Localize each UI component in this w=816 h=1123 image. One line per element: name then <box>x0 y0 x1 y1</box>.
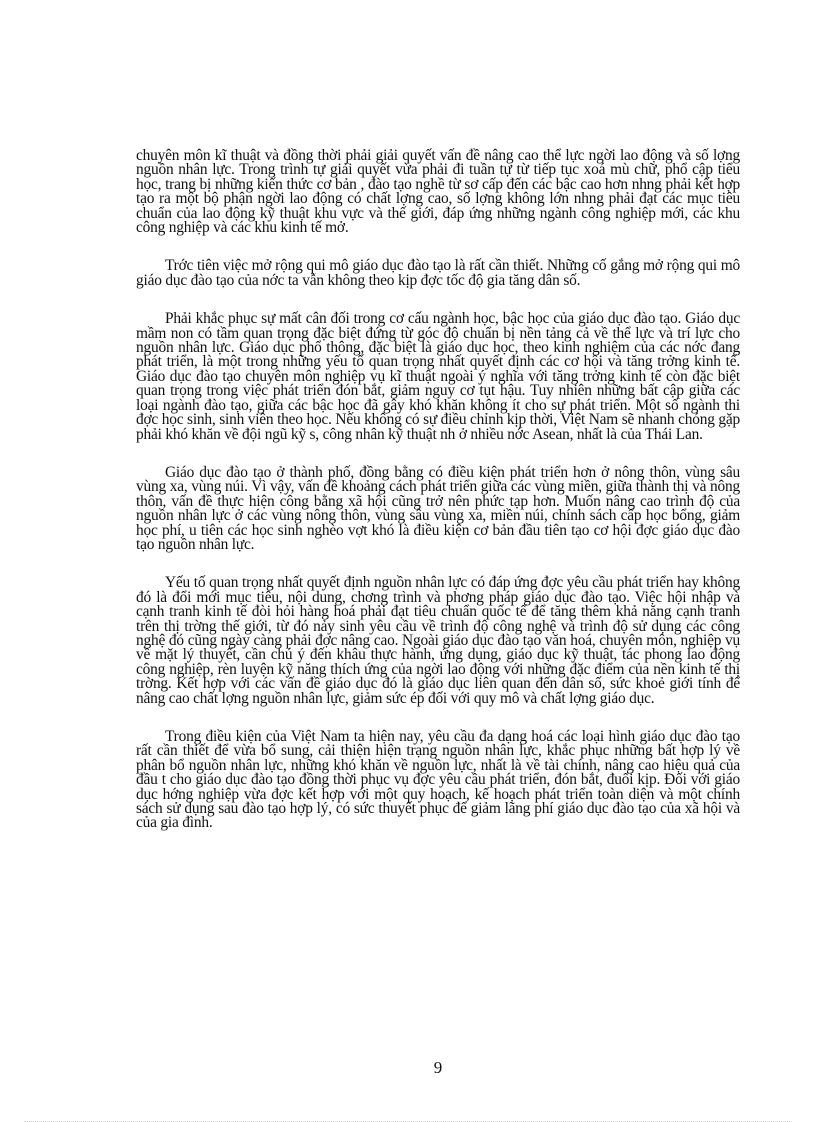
paragraph-2: Trớc tiên việc mở rộng qui mô giáo dục đào tạo là rất cần thiết. Những cố gắng mở rộng qui mô giáo dục đào tạo của nớc ta vẫn không theo kịp đợc tốc độ gia tăng dân số. <box>136 257 740 289</box>
paragraph-5: Yếu tố quan trọng nhất quyết định nguồn nhân lực có đáp ứng đợc yêu cầu phát triển hay không đó là đổi mới mục tiêu, nội dung, chơng trình và phơng pháp giáo dục đào tạo. Việc hội nhập và cạnh tranh kinh tế đòi hỏi hàng hoá phải đạt tiêu chuẩn quốc tế để tăng thêm khả năng cạnh tranh trên thị trờng thế giới, từ đó nảy sinh yêu cầu về trình độ công nghệ và trình độ sử dụng các công nghệ đó cũng ngày càng phải đợc nâng cao. Ngoài giáo dục đào tạo văn hoá, chuyên môn, nghiệp vụ về mặt lý thuyết, cần chú ý đến khâu thực hành, ứng dụng, giáo dục kỹ thuật, tác phong lao động công nghiệp, rèn luyện kỹ năng thích ứng của ngời lao động với những đặc điểm của nền kinh tế thị trờng. Kết hợp với các vấn đề giáo dục đó là giáo dục liên quan đến dân số, sức khoẻ giới tính để nâng cao chất lợng nguồn nhân lực, giảm sức ép đối với quy mô và chất lợng giáo dục. <box>136 574 740 707</box>
paragraph-3: Phải khắc phục sự mất cân đối trong cơ cấu ngành học, bậc học của giáo dục đào tạo. Giáo dục mầm non có tầm quan trọng đặc biệt đứng từ góc độ chuẩn bị nền tảng cả về thể lực và trí lực cho nguồn nhân lực. Giáo dục phổ thông, đặc biệt là giáo dục học, theo kinh nghiệm của các nớc đang phát triển, là một trong những yếu tố quan trọng nhất quyết định các cơ hội và tăng trởng kinh tế. Giáo dục đào tạo chuyên môn nghiệp vụ kĩ thuật ngoài ý nghĩa với tăng trởng kinh tế còn đặc biệt quan trọng trong việc phát triển đón bắt, giảm nguy cơ tụt hậu. Tuy nhiên những bất cập giữa các loại ngành đào tạo, giữa các bậc học đã gây khó khăn không ít cho sự phát triển. Một số ngành thi đợc học sinh, sinh viên theo học. Nếu không có sự điều chỉnh kịp thời, Việt Nam sẽ nhanh chóng gặp phải khó khăn về đội ngũ kỹ s, công nhân kỹ thuật nh ở nhiều nớc Asean, nhất là của Thái Lan. <box>136 310 740 443</box>
paragraph-1: chuyên môn kĩ thuật và đồng thời phải giải quyết vấn đề nâng cao thể lực ngời lao động và số lợng nguồn nhân lực. Trong trình tự giải quyết vừa phải đi tuần tự từ tiếp tục xoá mù chữ, phổ cập tiểu học, trang bị những kiến thức cơ bản , đào tạo nghề từ sơ cấp đến các bậc cao hơn nhng phải kết hợp tạo ra một bộ phận ngời lao động có chất lợng cao, số lợng không lớn nhng phải đạt các mục tiêu chuẩn của lao động kỹ thuật khu vực và thế giới, đáp ứng những ngành công nghiệp mới, các khu công nghiệp và các khu kinh tế mở. <box>136 147 740 237</box>
page-number: 9 <box>433 1058 443 1077</box>
paragraph-4: Giáo dục đào tạo ở thành phố, đồng bằng có điều kiện phát triển hơn ở nông thôn, vùng sâu vùng xa, vùng núi. Vì vậy, vấn đề khoảng cách phát triển giữa các vùng miền, giữa thành thị và nông thôn, vấn đề thực hiện công bằng xã hội cũng trở nên phức tạp hơn. Muốn nâng cao trình độ của nguồn nhân lực ở các vùng nông thôn, vùng sâu vùng xa, miền núi, chính sách cấp học bổng, giảm học phí, u tiên các học sinh nghèo vợt khó là điều kiện cơ bản đầu tiên tạo cơ hội đợc giáo dục đào tạo nguồn nhân lực. <box>136 463 740 553</box>
page-bottom-divider <box>24 1121 792 1122</box>
paragraph-6: Trong điều kiện của Việt Nam ta hiện nay, yêu cầu đa dạng hoá các loại hình giáo dục đào tạo rất cần thiết để vừa bổ sung, cải thiện hiện trạng nguồn nhân lực, khắc phục những bất hợp lý về phân bổ nguồn nhân lực, những khó khăn về nguồn lực, nhất là về tài chính, nâng cao hiệu quả của đầu t cho giáo dục đào tạo đồng thời phục vụ đợc yêu cầu phát triển, đón bắt, đuổi kịp. Đối với giáo dục hớng nghiệp vừa đợc kết hợp với một quy hoạch, kế hoạch phát triển toàn diện và một chính sách sử dụng sau đào tạo hợp lý, có sức thuyết phục để giảm lãng phí giáo dục đào tạo của xã hội và của gia đình. <box>136 728 740 832</box>
body-text <box>136 149 740 855</box>
